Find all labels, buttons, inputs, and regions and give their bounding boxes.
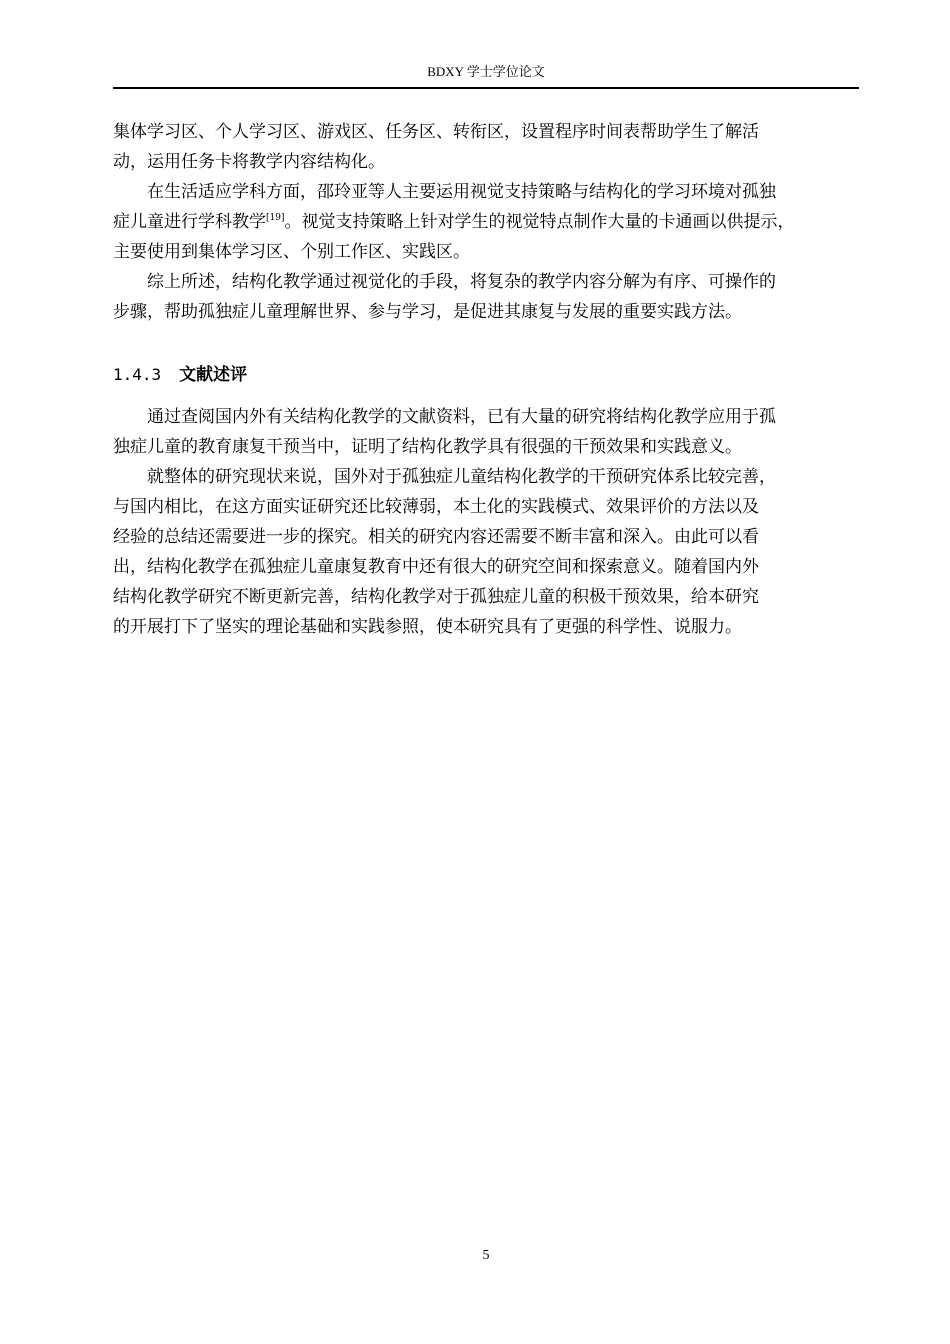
paragraph-line: 经验的总结还需要进一步的探究。相关的研究内容还需要不断丰富和深入。由此可以看 bbox=[113, 527, 759, 547]
paragraph-text: 症儿童进行学科教学 bbox=[113, 212, 266, 232]
page-number: 5 bbox=[482, 1248, 490, 1263]
paragraph-line: 步骤，帮助孤独症儿童理解世界、参与学习，是促进其康复与发展的重要实践方法。 bbox=[113, 302, 742, 322]
section-title: 文献述评 bbox=[179, 365, 248, 385]
paragraph-line: 动，运用任务卡将教学内容结构化。 bbox=[113, 152, 385, 172]
paragraph-1 bbox=[113, 117, 861, 177]
section-number: 1.4.3 bbox=[113, 365, 162, 384]
paragraph-3 bbox=[113, 267, 861, 327]
paragraph-line: 主要使用到集体学习区、个别工作区、实践区。 bbox=[113, 242, 470, 262]
paragraph-line: 在生活适应学科方面，邵玲亚等人主要运用视觉支持策略与结构化的学习环境对孤独 bbox=[147, 182, 776, 202]
paragraph-4 bbox=[113, 402, 861, 462]
section-heading bbox=[113, 361, 247, 389]
paragraph-line-with-citation bbox=[113, 207, 861, 237]
paragraph-line: 的开展打下了坚实的理论基础和实践参照，使本研究具有了更强的科学性、说服力。 bbox=[113, 617, 742, 637]
paragraph-line: 独症儿童的教育康复干预当中，证明了结构化教学具有很强的干预效果和实践意义。 bbox=[113, 437, 742, 457]
paragraph-2 bbox=[113, 177, 861, 267]
citation-marker: [19] bbox=[266, 213, 285, 223]
body-text-lower bbox=[113, 402, 861, 642]
paragraph-line: 综上所述，结构化教学通过视觉化的手段，将复杂的教学内容分解为有序、可操作的 bbox=[147, 272, 776, 292]
body-text-upper bbox=[113, 117, 861, 327]
paragraph-line: 就整体的研究现状来说，国外对于孤独症儿童结构化教学的干预研究体系比较完善， bbox=[147, 467, 776, 487]
paragraph-line: 与国内相比，在这方面实证研究还比较薄弱，本土化的实践模式、效果评价的方法以及 bbox=[113, 497, 759, 517]
header-rule bbox=[113, 87, 859, 89]
running-header: BDXY 学士学位论文 bbox=[427, 64, 545, 79]
paragraph-line: 出，结构化教学在孤独症儿童康复教育中还有很大的研究空间和探索意义。随着国内外 bbox=[113, 557, 759, 577]
paragraph-line: 通过查阅国内外有关结构化教学的文献资料，已有大量的研究将结构化教学应用于孤 bbox=[147, 407, 776, 427]
paragraph-line: 集体学习区、个人学习区、游戏区、任务区、转衔区，设置程序时间表帮助学生了解活 bbox=[113, 122, 759, 142]
paragraph-5 bbox=[113, 462, 861, 642]
paragraph-text: 。视觉支持策略上针对学生的视觉特点制作大量的卡通画以供提示， bbox=[284, 212, 795, 232]
paragraph-line: 结构化教学研究不断更新完善，结构化教学对于孤独症儿童的积极干预效果，给本研究 bbox=[113, 587, 759, 607]
